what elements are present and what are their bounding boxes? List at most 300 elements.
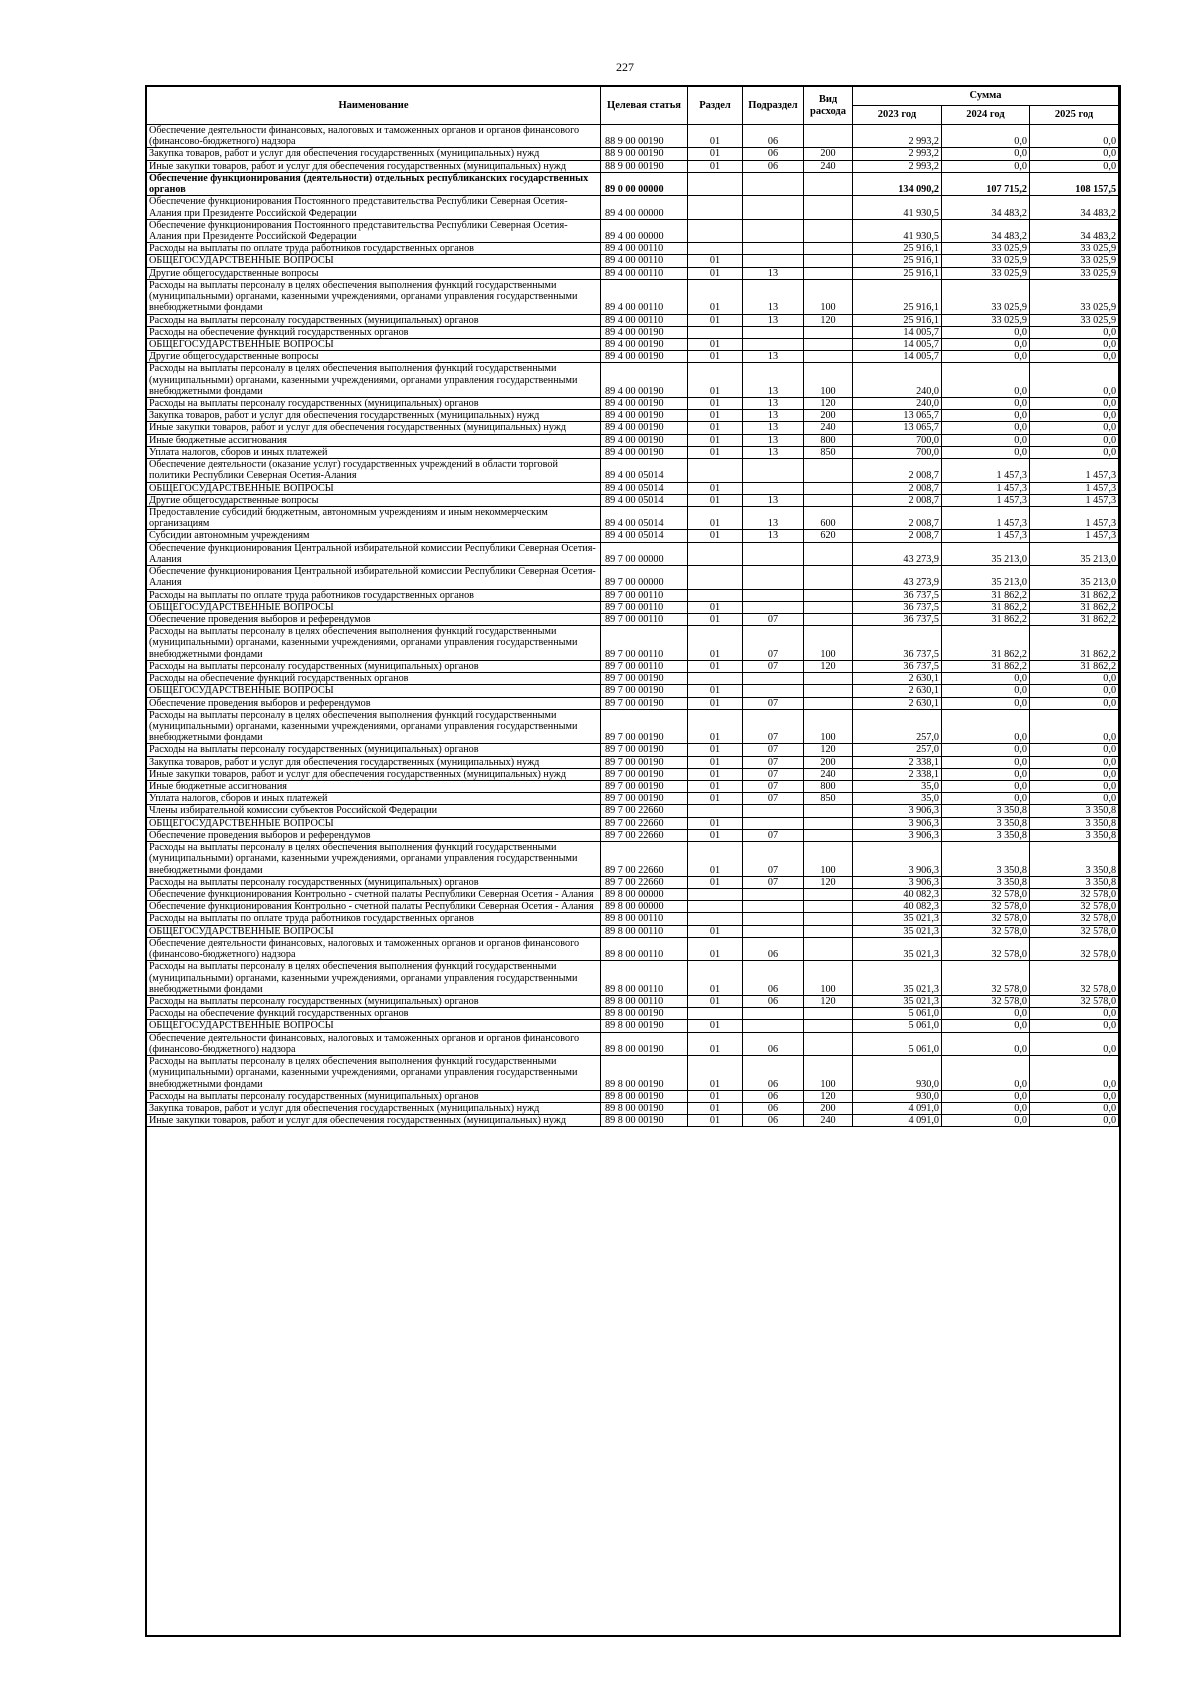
row-target-article: 89 4 00 00190	[601, 398, 688, 410]
row-expense-type	[804, 267, 853, 279]
row-sum-2024: 0,0	[942, 125, 1030, 148]
table-row	[147, 697, 1119, 709]
row-sum-2024: 0,0	[942, 434, 1030, 446]
row-sum-2023: 2 338,1	[853, 756, 942, 768]
row-subsection: 07	[743, 660, 804, 672]
table-row	[147, 1102, 1119, 1114]
row-section	[688, 1008, 743, 1020]
row-section: 01	[688, 829, 743, 841]
row-subsection	[743, 805, 804, 817]
row-target-article: 89 7 00 00110	[601, 601, 688, 613]
row-subsection	[743, 913, 804, 925]
row-sum-2025: 0,0	[1030, 422, 1119, 434]
row-subsection: 13	[743, 279, 804, 314]
row-section	[688, 566, 743, 589]
row-name: Иные закупки товаров, работ и услуг для обеспечения государственных (муниципальных) нужд	[147, 422, 601, 434]
row-target-article: 88 9 00 00190	[601, 160, 688, 172]
row-expense-type	[804, 542, 853, 565]
row-section	[688, 542, 743, 565]
row-sum-2024: 0,0	[942, 673, 1030, 685]
row-subsection: 06	[743, 1102, 804, 1114]
row-sum-2025: 3 350,8	[1030, 805, 1119, 817]
row-sum-2024: 0,0	[942, 781, 1030, 793]
row-name: Расходы на выплаты персоналу в целях обеспечения выполнения функций государственными (муниципальными) органами, казенными учреждениями, органами управления государственными внебюджетными фондами	[147, 1056, 601, 1091]
row-subsection: 13	[743, 494, 804, 506]
table-row	[147, 172, 1119, 195]
table-row	[147, 626, 1119, 661]
row-expense-type	[804, 338, 853, 350]
row-target-article: 89 0 00 00000	[601, 172, 688, 195]
row-sum-2025: 0,0	[1030, 338, 1119, 350]
row-sum-2024: 31 862,2	[942, 601, 1030, 613]
row-section	[688, 172, 743, 195]
row-name: Расходы на выплаты по оплате труда работников государственных органов	[147, 243, 601, 255]
row-target-article: 89 7 00 22660	[601, 842, 688, 877]
row-name: Обеспечение деятельности финансовых, налоговых и таможенных органов и органов финансового (финансово-бюджетного) надзора	[147, 937, 601, 960]
row-expense-type	[804, 196, 853, 219]
row-expense-type: 200	[804, 1102, 853, 1114]
row-subsection: 06	[743, 125, 804, 148]
table-row	[147, 961, 1119, 996]
row-subsection	[743, 243, 804, 255]
row-sum-2025: 32 578,0	[1030, 889, 1119, 901]
row-sum-2024: 0,0	[942, 1032, 1030, 1055]
row-subsection: 06	[743, 937, 804, 960]
row-expense-type: 240	[804, 422, 853, 434]
row-sum-2023: 2 008,7	[853, 530, 942, 542]
row-name: Расходы на выплаты персоналу в целях обеспечения выполнения функций государственными (муниципальными) органами, казенными учреждениями, органами управления государственными внебюджетными фондами	[147, 626, 601, 661]
row-sum-2023: 2 630,1	[853, 673, 942, 685]
row-sum-2024: 32 578,0	[942, 937, 1030, 960]
row-section	[688, 196, 743, 219]
row-sum-2025: 1 457,3	[1030, 530, 1119, 542]
row-expense-type	[804, 125, 853, 148]
row-name: Расходы на выплаты по оплате труда работников государственных органов	[147, 913, 601, 925]
row-sum-2023: 3 906,3	[853, 876, 942, 888]
row-target-article: 89 4 00 00110	[601, 267, 688, 279]
row-expense-type	[804, 255, 853, 267]
row-subsection: 06	[743, 961, 804, 996]
row-sum-2024: 1 457,3	[942, 459, 1030, 482]
row-sum-2024: 0,0	[942, 697, 1030, 709]
row-subsection	[743, 255, 804, 267]
row-sum-2023: 257,0	[853, 709, 942, 744]
row-sum-2025: 35 213,0	[1030, 566, 1119, 589]
row-target-article: 89 7 00 00000	[601, 542, 688, 565]
row-section: 01	[688, 937, 743, 960]
row-sum-2025: 0,0	[1030, 1115, 1119, 1127]
row-name: Обеспечение проведения выборов и референдумов	[147, 613, 601, 625]
row-section	[688, 589, 743, 601]
row-subsection	[743, 338, 804, 350]
row-target-article: 89 7 00 00190	[601, 781, 688, 793]
row-sum-2024: 0,0	[942, 709, 1030, 744]
row-sum-2023: 25 916,1	[853, 314, 942, 326]
row-target-article: 89 4 00 00110	[601, 255, 688, 267]
row-sum-2025: 31 862,2	[1030, 626, 1119, 661]
row-sum-2025: 0,0	[1030, 326, 1119, 338]
table-row	[147, 351, 1119, 363]
row-subsection: 07	[743, 781, 804, 793]
row-section: 01	[688, 422, 743, 434]
row-expense-type: 120	[804, 314, 853, 326]
row-target-article: 89 8 00 00000	[601, 889, 688, 901]
row-sum-2025: 0,0	[1030, 1008, 1119, 1020]
table-row	[147, 1090, 1119, 1102]
row-section	[688, 913, 743, 925]
table-row	[147, 422, 1119, 434]
row-expense-type	[804, 243, 853, 255]
table-row	[147, 889, 1119, 901]
row-section: 01	[688, 530, 743, 542]
row-sum-2024: 32 578,0	[942, 901, 1030, 913]
row-sum-2024: 1 457,3	[942, 507, 1030, 530]
row-target-article: 89 7 00 22660	[601, 805, 688, 817]
table-row	[147, 1115, 1119, 1127]
row-sum-2025: 32 578,0	[1030, 901, 1119, 913]
row-name: ОБЩЕГОСУДАРСТВЕННЫЕ ВОПРОСЫ	[147, 685, 601, 697]
budget-table	[146, 86, 1119, 1127]
row-expense-type	[804, 482, 853, 494]
row-expense-type	[804, 172, 853, 195]
row-subsection	[743, 482, 804, 494]
row-sum-2025: 0,0	[1030, 148, 1119, 160]
row-sum-2025: 0,0	[1030, 781, 1119, 793]
row-sum-2025: 0,0	[1030, 1102, 1119, 1114]
row-sum-2024: 3 350,8	[942, 842, 1030, 877]
table-row	[147, 267, 1119, 279]
row-sum-2024: 33 025,9	[942, 314, 1030, 326]
row-sum-2025: 0,0	[1030, 697, 1119, 709]
table-row	[147, 995, 1119, 1007]
row-target-article: 89 4 00 00190	[601, 422, 688, 434]
row-target-article: 89 7 00 00000	[601, 566, 688, 589]
row-subsection: 13	[743, 422, 804, 434]
row-name: Расходы на выплаты персоналу государственных (муниципальных) органов	[147, 660, 601, 672]
table-row	[147, 326, 1119, 338]
row-sum-2023: 36 737,5	[853, 589, 942, 601]
row-sum-2024: 34 483,2	[942, 219, 1030, 242]
row-target-article: 88 9 00 00190	[601, 125, 688, 148]
row-target-article: 89 7 00 00190	[601, 673, 688, 685]
row-expense-type: 800	[804, 781, 853, 793]
row-sum-2023: 5 061,0	[853, 1020, 942, 1032]
row-sum-2024: 32 578,0	[942, 889, 1030, 901]
row-name: Расходы на выплаты персоналу в целях обеспечения выполнения функций государственными (муниципальными) органами, казенными учреждениями, органами управления государственными внебюджетными фондами	[147, 279, 601, 314]
table-row	[147, 1032, 1119, 1055]
row-subsection	[743, 459, 804, 482]
row-sum-2023: 2 008,7	[853, 507, 942, 530]
row-expense-type: 200	[804, 410, 853, 422]
row-sum-2025: 32 578,0	[1030, 937, 1119, 960]
row-sum-2023: 930,0	[853, 1090, 942, 1102]
row-target-article: 89 8 00 00110	[601, 925, 688, 937]
row-name: Другие общегосударственные вопросы	[147, 267, 601, 279]
table-row	[147, 1008, 1119, 1020]
table-row	[147, 913, 1119, 925]
row-sum-2023: 3 906,3	[853, 817, 942, 829]
row-section: 01	[688, 756, 743, 768]
row-sum-2023: 25 916,1	[853, 267, 942, 279]
row-sum-2025: 33 025,9	[1030, 243, 1119, 255]
row-subsection: 13	[743, 363, 804, 398]
row-sum-2025: 1 457,3	[1030, 494, 1119, 506]
row-subsection: 07	[743, 756, 804, 768]
row-subsection: 13	[743, 530, 804, 542]
table-row	[147, 744, 1119, 756]
row-target-article: 89 8 00 00190	[601, 1032, 688, 1055]
row-section: 01	[688, 744, 743, 756]
table-row	[147, 314, 1119, 326]
row-expense-type	[804, 494, 853, 506]
row-subsection	[743, 219, 804, 242]
row-subsection: 07	[743, 829, 804, 841]
row-subsection: 07	[743, 842, 804, 877]
row-sum-2023: 14 005,7	[853, 351, 942, 363]
row-name: Обеспечение деятельности (оказание услуг) государственных учреждений в области торговой политики Республики Северная Осетия-Алания	[147, 459, 601, 482]
row-name: ОБЩЕГОСУДАРСТВЕННЫЕ ВОПРОСЫ	[147, 817, 601, 829]
row-target-article: 89 8 00 00110	[601, 937, 688, 960]
row-target-article: 89 4 00 00190	[601, 434, 688, 446]
row-name: Уплата налогов, сборов и иных платежей	[147, 793, 601, 805]
row-target-article: 89 8 00 00190	[601, 1056, 688, 1091]
row-section: 01	[688, 793, 743, 805]
row-name: Обеспечение функционирования Постоянного представительства Республики Северная Осетия-Алания при Президенте Российской Федерации	[147, 219, 601, 242]
row-subsection	[743, 673, 804, 685]
row-sum-2023: 2 993,2	[853, 160, 942, 172]
row-sum-2025: 33 025,9	[1030, 279, 1119, 314]
row-sum-2023: 36 737,5	[853, 601, 942, 613]
row-sum-2024: 3 350,8	[942, 829, 1030, 841]
row-name: Другие общегосударственные вопросы	[147, 351, 601, 363]
table-row	[147, 530, 1119, 542]
row-expense-type: 200	[804, 148, 853, 160]
row-name: Расходы на выплаты персоналу в целях обеспечения выполнения функций государственными (муниципальными) органами, казенными учреждениями, органами управления государственными внебюджетными фондами	[147, 709, 601, 744]
row-sum-2023: 3 906,3	[853, 829, 942, 841]
row-expense-type: 600	[804, 507, 853, 530]
row-sum-2025: 0,0	[1030, 446, 1119, 458]
table-row	[147, 829, 1119, 841]
row-name: Расходы на обеспечение функций государственных органов	[147, 1008, 601, 1020]
row-sum-2024: 32 578,0	[942, 995, 1030, 1007]
row-target-article: 89 4 00 00110	[601, 243, 688, 255]
row-sum-2023: 700,0	[853, 446, 942, 458]
table-row	[147, 876, 1119, 888]
row-sum-2023: 2 338,1	[853, 768, 942, 780]
row-target-article: 89 7 00 00190	[601, 793, 688, 805]
row-sum-2025: 1 457,3	[1030, 459, 1119, 482]
row-sum-2023: 700,0	[853, 434, 942, 446]
row-sum-2023: 240,0	[853, 363, 942, 398]
row-sum-2023: 41 930,5	[853, 219, 942, 242]
table-row	[147, 817, 1119, 829]
row-subsection: 06	[743, 1032, 804, 1055]
row-sum-2023: 14 005,7	[853, 326, 942, 338]
row-section: 01	[688, 267, 743, 279]
row-subsection	[743, 817, 804, 829]
row-expense-type	[804, 1020, 853, 1032]
row-subsection: 06	[743, 148, 804, 160]
row-target-article: 89 4 00 00110	[601, 314, 688, 326]
row-name: Обеспечение функционирования Контрольно - счетной палаты Республики Северная Осетия - Алания	[147, 901, 601, 913]
row-expense-type: 120	[804, 995, 853, 1007]
row-subsection: 06	[743, 160, 804, 172]
row-sum-2025: 31 862,2	[1030, 601, 1119, 613]
table-row	[147, 160, 1119, 172]
row-sum-2024: 34 483,2	[942, 196, 1030, 219]
row-name: Уплата налогов, сборов и иных платежей	[147, 446, 601, 458]
row-subsection	[743, 889, 804, 901]
row-sum-2024: 3 350,8	[942, 805, 1030, 817]
table-row	[147, 446, 1119, 458]
table-row	[147, 434, 1119, 446]
row-sum-2023: 13 065,7	[853, 410, 942, 422]
row-target-article: 89 7 00 00110	[601, 613, 688, 625]
row-sum-2025: 0,0	[1030, 673, 1119, 685]
row-target-article: 89 8 00 00190	[601, 1008, 688, 1020]
row-subsection: 07	[743, 876, 804, 888]
table-row	[147, 219, 1119, 242]
row-subsection	[743, 1020, 804, 1032]
table-row	[147, 542, 1119, 565]
row-name: Обеспечение деятельности финансовых, налоговых и таможенных органов и органов финансового (финансово-бюджетного) надзора	[147, 125, 601, 148]
row-expense-type: 120	[804, 660, 853, 672]
row-target-article: 89 7 00 00190	[601, 709, 688, 744]
header-expense-type: Вид расхода	[804, 87, 853, 125]
row-target-article: 89 7 00 00110	[601, 589, 688, 601]
row-expense-type: 100	[804, 363, 853, 398]
table-row	[147, 148, 1119, 160]
header-target-article: Целевая статья	[601, 87, 688, 125]
row-section: 01	[688, 482, 743, 494]
row-expense-type	[804, 817, 853, 829]
row-sum-2024: 35 213,0	[942, 566, 1030, 589]
row-sum-2025: 32 578,0	[1030, 925, 1119, 937]
row-sum-2023: 43 273,9	[853, 542, 942, 565]
row-expense-type: 100	[804, 1056, 853, 1091]
row-sum-2023: 257,0	[853, 744, 942, 756]
row-name: Расходы на выплаты персоналу в целях обеспечения выполнения функций государственными (муниципальными) органами, казенными учреждениями, органами управления государственными внебюджетными фондами	[147, 961, 601, 996]
row-sum-2023: 2 008,7	[853, 494, 942, 506]
row-sum-2023: 35 021,3	[853, 925, 942, 937]
row-section: 01	[688, 338, 743, 350]
row-expense-type: 100	[804, 709, 853, 744]
row-subsection: 07	[743, 626, 804, 661]
row-sum-2025: 33 025,9	[1030, 255, 1119, 267]
row-name: ОБЩЕГОСУДАРСТВЕННЫЕ ВОПРОСЫ	[147, 482, 601, 494]
row-target-article: 89 4 00 05014	[601, 530, 688, 542]
table-row	[147, 196, 1119, 219]
row-sum-2023: 2 008,7	[853, 482, 942, 494]
row-sum-2024: 1 457,3	[942, 530, 1030, 542]
row-expense-type	[804, 697, 853, 709]
table-body	[147, 125, 1119, 1127]
row-expense-type: 100	[804, 279, 853, 314]
row-subsection	[743, 326, 804, 338]
row-section	[688, 889, 743, 901]
row-expense-type	[804, 1008, 853, 1020]
row-sum-2023: 35 021,3	[853, 937, 942, 960]
row-sum-2023: 40 082,3	[853, 889, 942, 901]
row-expense-type: 100	[804, 626, 853, 661]
row-sum-2024: 33 025,9	[942, 255, 1030, 267]
row-sum-2024: 0,0	[942, 793, 1030, 805]
row-target-article: 89 7 00 00110	[601, 660, 688, 672]
row-subsection: 13	[743, 398, 804, 410]
row-name: Расходы на выплаты персоналу государственных (муниципальных) органов	[147, 995, 601, 1007]
row-subsection: 07	[743, 768, 804, 780]
row-target-article: 89 7 00 00190	[601, 744, 688, 756]
row-target-article: 89 8 00 00000	[601, 901, 688, 913]
row-name: Расходы на выплаты персоналу государственных (муниципальных) органов	[147, 744, 601, 756]
row-sum-2023: 36 737,5	[853, 660, 942, 672]
row-target-article: 89 4 00 00000	[601, 196, 688, 219]
row-subsection: 13	[743, 351, 804, 363]
row-sum-2025: 0,0	[1030, 793, 1119, 805]
row-name: Обеспечение функционирования Постоянного представительства Республики Северная Осетия-Алания при Президенте Российской Федерации	[147, 196, 601, 219]
row-section: 01	[688, 995, 743, 1007]
row-sum-2024: 3 350,8	[942, 817, 1030, 829]
row-name: Обеспечение функционирования (деятельности) отдельных республиканских государственных органов	[147, 172, 601, 195]
row-sum-2025: 32 578,0	[1030, 995, 1119, 1007]
row-target-article: 89 4 00 00190	[601, 326, 688, 338]
row-section: 01	[688, 1102, 743, 1114]
row-target-article: 89 4 00 05014	[601, 482, 688, 494]
row-sum-2023: 930,0	[853, 1056, 942, 1091]
row-subsection	[743, 685, 804, 697]
row-sum-2023: 25 916,1	[853, 255, 942, 267]
row-sum-2023: 2 008,7	[853, 459, 942, 482]
row-section: 01	[688, 1090, 743, 1102]
row-name: Расходы на выплаты персоналу в целях обеспечения выполнения функций государственными (муниципальными) органами, казенными учреждениями, органами управления государственными внебюджетными фондами	[147, 363, 601, 398]
row-name: Иные бюджетные ассигнования	[147, 781, 601, 793]
table-row	[147, 673, 1119, 685]
row-subsection	[743, 542, 804, 565]
row-subsection	[743, 196, 804, 219]
row-sum-2024: 31 862,2	[942, 589, 1030, 601]
row-expense-type	[804, 673, 853, 685]
row-section: 01	[688, 160, 743, 172]
row-sum-2023: 4 091,0	[853, 1115, 942, 1127]
row-sum-2024: 0,0	[942, 338, 1030, 350]
row-subsection: 06	[743, 995, 804, 1007]
row-expense-type: 850	[804, 446, 853, 458]
table-row	[147, 507, 1119, 530]
row-sum-2023: 36 737,5	[853, 626, 942, 661]
row-name: Иные закупки товаров, работ и услуг для обеспечения государственных (муниципальных) нужд	[147, 1115, 601, 1127]
row-name: Предоставление субсидий бюджетным, автономным учреждениям и иным некоммерческим организациям	[147, 507, 601, 530]
row-target-article: 88 9 00 00190	[601, 148, 688, 160]
row-section	[688, 326, 743, 338]
row-sum-2023: 35,0	[853, 793, 942, 805]
row-sum-2025: 0,0	[1030, 685, 1119, 697]
row-sum-2023: 5 061,0	[853, 1032, 942, 1055]
row-expense-type	[804, 901, 853, 913]
row-name: Обеспечение функционирования Центральной избирательной комиссии Республики Северная Осетия-Алания	[147, 566, 601, 589]
row-section: 01	[688, 842, 743, 877]
row-sum-2025: 3 350,8	[1030, 842, 1119, 877]
table-row	[147, 398, 1119, 410]
row-subsection: 07	[743, 709, 804, 744]
row-sum-2024: 0,0	[942, 148, 1030, 160]
table-row	[147, 494, 1119, 506]
row-section: 01	[688, 125, 743, 148]
row-expense-type: 120	[804, 398, 853, 410]
header-subsection: Подраздел	[743, 87, 804, 125]
row-section: 01	[688, 601, 743, 613]
row-sum-2023: 35 021,3	[853, 961, 942, 996]
row-expense-type	[804, 459, 853, 482]
